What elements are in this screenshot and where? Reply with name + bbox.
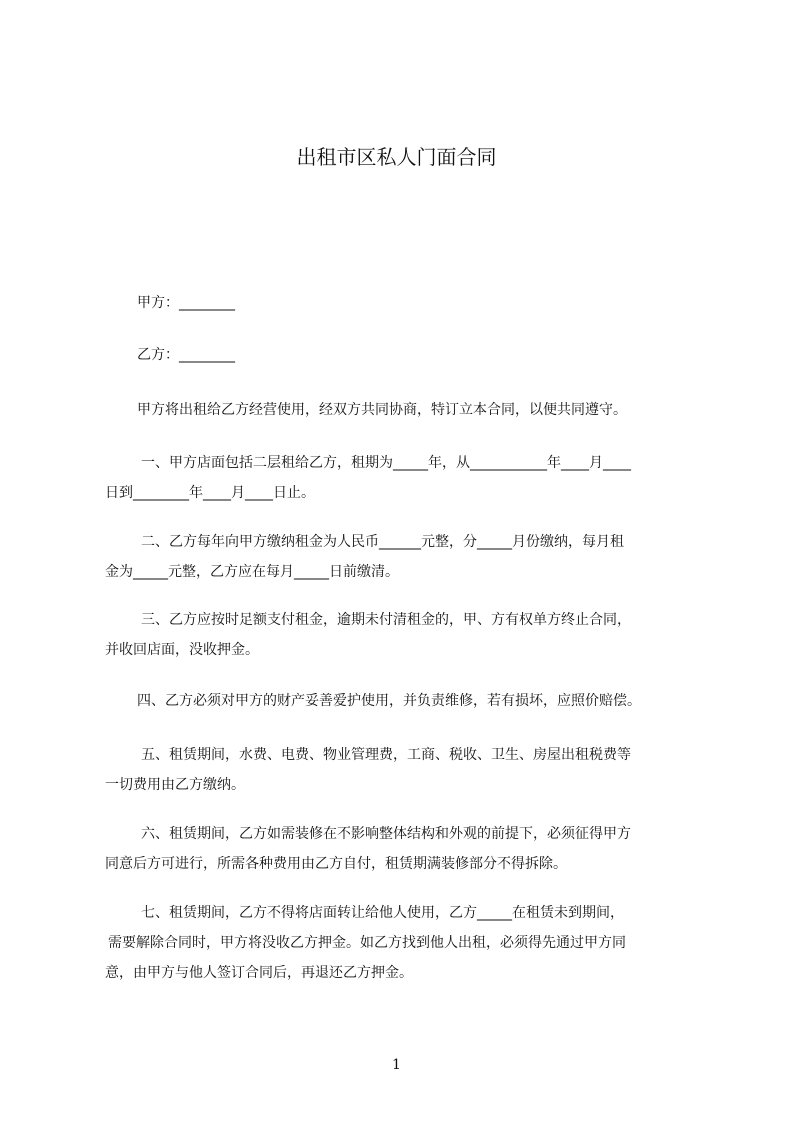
clause-1-line-2: 日到________年____月____日止。	[105, 485, 315, 501]
party-a-line	[105, 288, 737, 318]
document-title: 出租市区私人门面合同	[296, 145, 497, 169]
clause-3-line-1: 三、乙方应按时足额支付租金，逾期未付清租金的，甲、方有权单方终止合同，	[141, 612, 631, 628]
party-a-text: 甲方：________	[137, 295, 235, 311]
clause-6-line-2: 同意后方可进行，所需各种费用由乙方自付，租赁期满装修部分不得拆除。	[105, 856, 567, 872]
clause-6-paragraph	[105, 819, 705, 879]
clause-3-line-2: 并收回店面，没收押金。	[105, 642, 259, 658]
preamble-text: 甲方将出租给乙方经营使用，经双方共同协商，特订立本合同，以便共同遵守。	[137, 402, 627, 418]
clause-5-paragraph	[105, 740, 705, 800]
clause-6-line-1: 六、租赁期间，乙方如需装修在不影响整体结构和外观的前提下，必须征得甲方	[141, 826, 631, 842]
clause-2-line-1: 二、乙方每年向甲方缴纳租金为人民币______元整，分_____月份缴纳，每月租	[141, 534, 624, 550]
clause-4-line-1: 四、乙方必须对甲方的财产妥善爱护使用，并负责维修，若有损坏，应照价赔偿。	[137, 693, 641, 709]
preamble-paragraph	[105, 395, 737, 425]
clause-2-paragraph	[105, 527, 705, 587]
clause-7-line-1: 七、租赁期间，乙方不得将店面转让给他人使用，乙方_____在租赁未到期间，	[141, 905, 624, 921]
clause-2-line-2: 金为_____元整，乙方应在每月_____日前缴清。	[105, 564, 399, 580]
page-number: 1	[392, 1057, 401, 1073]
party-b-line	[105, 340, 737, 370]
clause-5-line-1: 五、租赁期间，水费、电费、物业管理费，工商、税收、卫生、房屋出租税费等	[141, 747, 631, 763]
clause-7-line-2: 需要解除合同时，甲方将没收乙方押金。如乙方找到他人出租，必须得先通过甲方同	[108, 935, 626, 951]
clause-3-paragraph	[105, 605, 705, 665]
clause-1-paragraph	[105, 448, 705, 508]
party-b-text: 乙方：________	[137, 347, 235, 363]
clause-7-paragraph	[105, 898, 705, 988]
clause-1-line-1: 一、甲方店面包括二层租给乙方，租期为_____年，从___________年____月____	[141, 455, 631, 471]
clause-5-line-2: 一切费用由乙方缴纳。	[105, 777, 245, 793]
clause-4-paragraph	[105, 686, 705, 716]
clause-7-line-3: 意，由甲方与他人签订合同后，再退还乙方押金。	[105, 965, 413, 981]
